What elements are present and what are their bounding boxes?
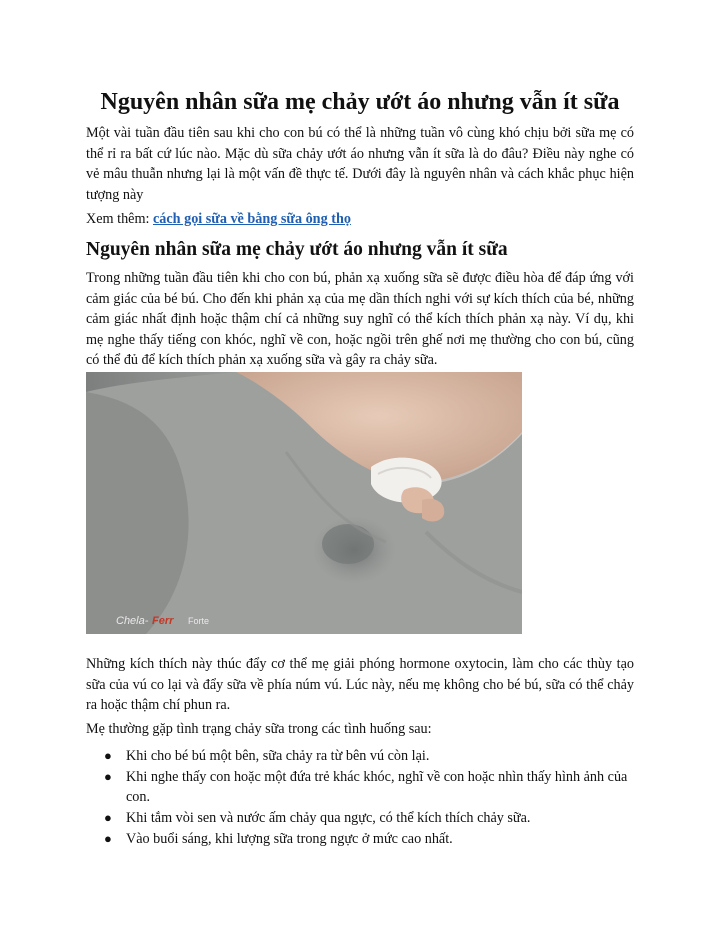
see-more-line (86, 209, 634, 229)
list-item (86, 746, 634, 766)
section-heading: Nguyên nhân sữa mẹ chảy ướt áo nhưng vẫn ít sữa (86, 239, 508, 260)
list-intro: Mẹ thường gặp tình trạng chảy sữa trong các tình huống sau: (86, 721, 432, 737)
watermark-a: Chela- (116, 615, 149, 627)
list-item (86, 767, 634, 807)
list-item-text: Khi cho bé bú một bên, sữa chảy ra từ bên vú còn lại. (126, 748, 430, 764)
photo-watermark (116, 615, 209, 627)
list-item-text: Khi nghe thấy con hoặc một đứa trẻ khác khóc, nghĩ về con hoặc nhìn thấy hình ảnh của con. (126, 769, 628, 805)
list-item-text: Khi tắm vòi sen và nước ấm chảy qua ngực, có thể kích thích chảy sữa. (126, 810, 531, 826)
bullet-icon: ● (104, 810, 112, 825)
article-photo (86, 372, 522, 634)
bullet-icon: ● (104, 769, 112, 784)
see-more-label: Xem thêm: (86, 211, 153, 227)
watermark-c: Forte (188, 616, 210, 626)
list-item (86, 808, 634, 828)
breast-pad-photo (86, 372, 522, 634)
situations-list (86, 746, 634, 850)
see-more-link[interactable]: cách gọi sữa về bằng sữa ông thọ (152, 211, 351, 227)
list-item (86, 829, 634, 849)
section-paragraph: Trong những tuần đầu tiên khi cho con bú, phản xạ xuống sữa sẽ được điều hòa để đáp ứng với cảm giác của bé bú. Cho đến khi phản xạ của mẹ dần thích nghi với sự kích thích của bé, những cảm giác nhất định hoặc thậm chí cả những suy nghĩ có thể kích thích phản xạ này. Ví dụ, khi mẹ nghe thấy tiếng con khóc, nghĩ về con, hoặc ngồi trên ghế nơi mẹ thường cho con bú, cũng có thể đủ để kích thích phản xạ xuống sữa và gây ra chảy sữa. (86, 270, 634, 369)
intro-paragraph: Một vài tuần đầu tiên sau khi cho con bú có thể là những tuần vô cùng khó chịu bởi sữa mẹ có thể rỉ ra bất cứ lúc nào. Mặc dù sữa chảy ướt áo nhưng vẫn ít sữa là do đâu? Điều này nghe có vẻ mâu thuẫn nhưng lại là một vấn đề thực tế. Dưới đây là nguyên nhân và cách khắc phục hiện tượng này (86, 125, 634, 203)
after-photo-paragraph: Những kích thích này thúc đẩy cơ thể mẹ giải phóng hormone oxytocin, làm cho các thùy tạo sữa của vú co lại và đẩy sữa về phía núm vú. Lúc này, nếu mẹ không cho bé bú, sữa có thể chảy ra hoặc thậm chí phun ra. (86, 656, 634, 713)
list-item-text: Vào buổi sáng, khi lượng sữa trong ngực ở mức cao nhất. (126, 831, 453, 847)
bullet-icon: ● (104, 831, 112, 846)
bullet-icon: ● (104, 748, 112, 763)
article-title: Nguyên nhân sữa mẹ chảy ướt áo nhưng vẫn ít sữa (100, 89, 620, 115)
watermark-b: Ferr (152, 615, 174, 627)
